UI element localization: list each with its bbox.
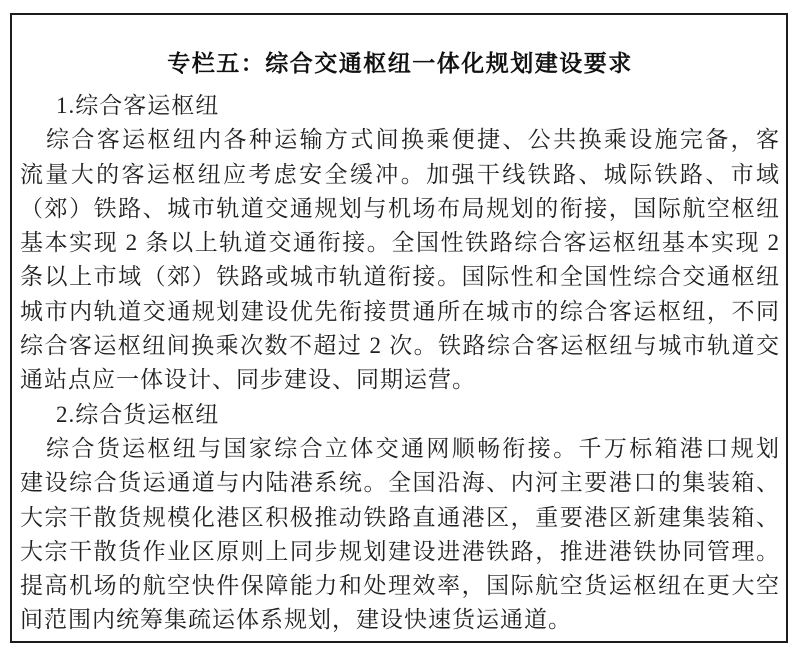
box-title: 专栏五：综合交通枢纽一体化规划建设要求	[167, 50, 633, 76]
text-line: 综合货运枢纽与国家综合立体交通网顺畅衔接。千万标箱港口规划	[46, 435, 780, 461]
text-line: 综合客运枢纽间换乘次数不超过 2 次。铁路综合客运枢纽与城市轨道交	[20, 333, 780, 359]
text-line: 基本实现 2 条以上轨道交通衔接。全国性铁路综合客运枢纽基本实现 2	[20, 230, 780, 256]
heading-passenger-hub: 1.综合客运枢纽	[56, 93, 220, 118]
text-line: 流量大的客运枢纽应考虑安全缓冲。加强干线铁路、城际铁路、市域	[20, 161, 780, 187]
text-line: 大宗干散货作业区原则上同步规划建设进港铁路，推进港铁协同管理。	[20, 538, 780, 564]
heading-freight-hub: 2.综合货运枢纽	[56, 401, 220, 427]
text-line: 综合客运枢纽内各种运输方式间换乘便捷、公共换乘设施完备，客	[46, 127, 780, 153]
box-body	[20, 89, 780, 638]
text-line: （郊）铁路、城市轨道交通规划与机场布局规划的衔接，国际航空枢纽	[20, 195, 780, 221]
text-line: 大宗干散货规模化港区积极推动铁路直通港区，重要港区新建集装箱、	[20, 504, 780, 530]
text-line: 城市内轨道交通规划建设优先衔接贯通所在城市的综合客运枢纽，不同	[20, 298, 780, 324]
text-line: 通站点应一体设计、同步建设、同期运营。	[20, 367, 476, 393]
text-line: 间范围内统筹集疏运体系规划，建设快速货运通道。	[20, 607, 572, 633]
text-line: 条以上市域（郊）铁路或城市轨道衔接。国际性和全国性综合交通枢纽	[20, 264, 780, 290]
text-line: 提高机场的航空快件保障能力和处理效率，国际航空货运枢纽在更大空	[20, 573, 780, 599]
text-line: 建设综合货运通道与内陆港系统。全国沿海、内河主要港口的集装箱、	[20, 470, 780, 496]
